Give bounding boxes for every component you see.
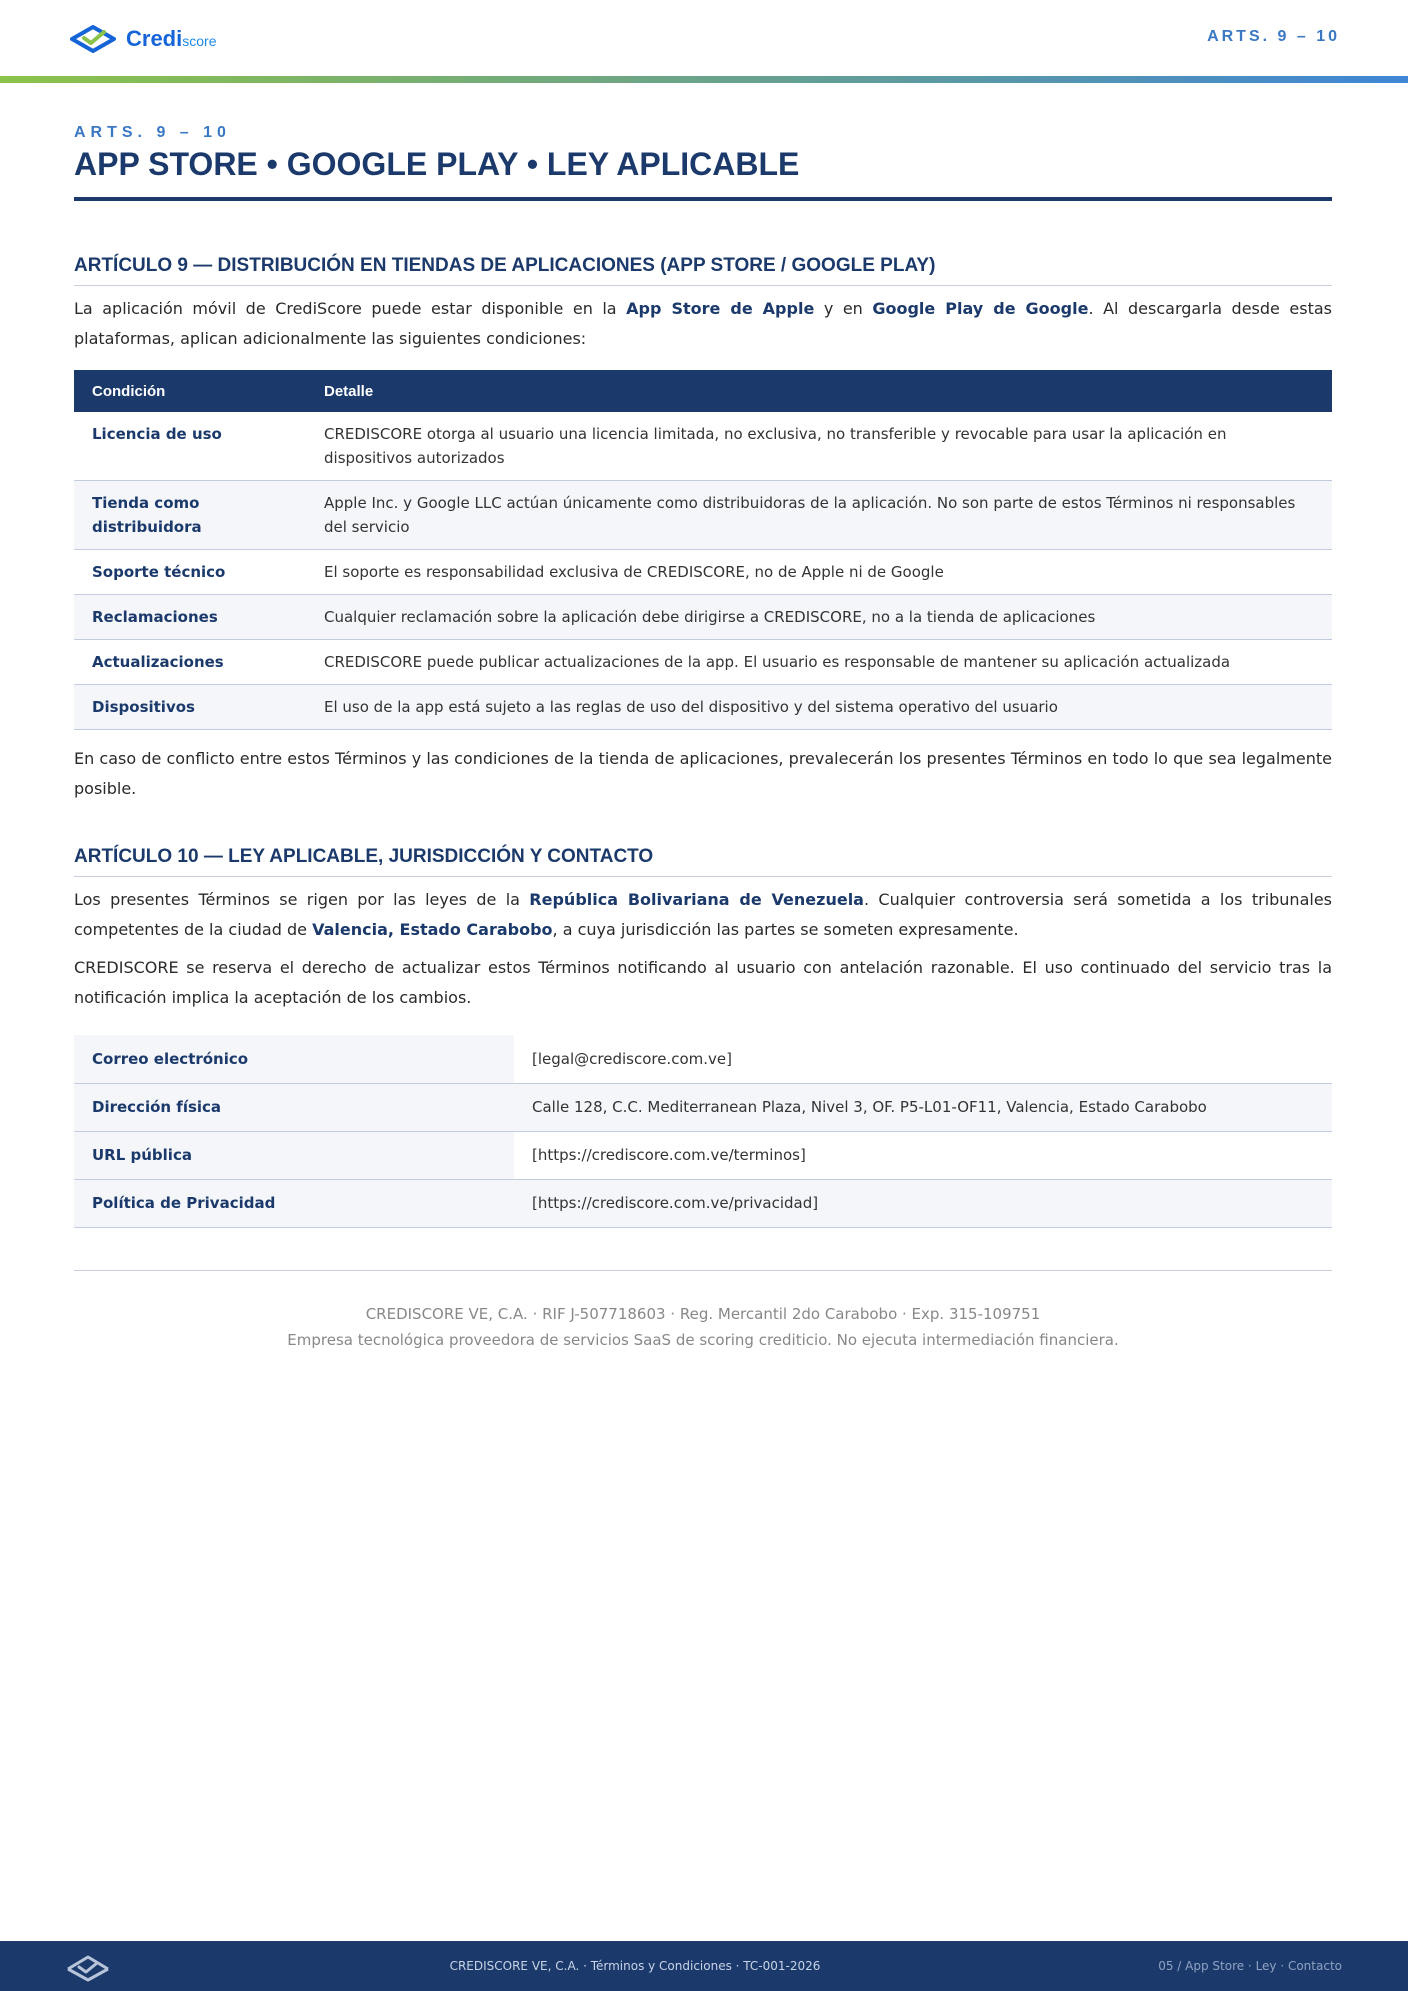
article-9-intro: La aplicación móvil de CrediScore puede estar disponible en la App Store de Apple y en Google Play de Google. Al descargarla desde estas plataformas, aplican adicionalmente las siguientes condiciones: [74, 299, 1333, 348]
valencia-highlight: Valencia, Estado Carabobo [312, 920, 553, 939]
company-legal-info [74, 1301, 1332, 1353]
contact-row-privacy [74, 1179, 1332, 1227]
contact-row-email [74, 1035, 1332, 1083]
top-header [0, 0, 1408, 78]
table-row [74, 412, 1332, 481]
article-9-title: ARTÍCULO 9 — DISTRIBUCIÓN EN TIENDAS DE APLICACIONES (APP STORE / GOOGLE PLAY) [74, 255, 1332, 286]
article-10-updates-paragraph: CREDISCORE se reserva el derecho de actualizar estos Términos notificando al usuario con antelación razonable. El uso continuado del servicio tras la notificación implica la aceptación de los cambios. [74, 958, 1332, 1007]
contact-row-url [74, 1131, 1332, 1179]
condition-name: Actualizaciones [74, 640, 306, 685]
contact-label: Correo electrónico [74, 1035, 514, 1083]
crediscore-logo[interactable] [68, 22, 216, 56]
logo-wordmark: Crediscore [126, 26, 217, 51]
condition-detail: CREDISCORE otorga al usuario una licencia limitada, no exclusiva, no transferible y revocable para usar la aplicación en dispositivos autorizados [306, 412, 1332, 481]
legal-line-description: Empresa tecnológica proveedora de servicios SaaS de scoring crediticio. No ejecuta intermediación financiera. [287, 1330, 1119, 1349]
page-kicker: ARTS. 9 – 10 [74, 124, 231, 141]
condition-name: Dispositivos [74, 685, 306, 730]
condition-detail: Cualquier reclamación sobre la aplicación debe dirigirse a CREDISCORE, no a la tienda de aplicaciones [306, 595, 1332, 640]
address-value: Calle 128, C.C. Mediterranean Plaza, Nivel 3, OF. P5-L01-OF11, Valencia, Estado Carabobo [514, 1083, 1332, 1131]
column-header-condicion: Condición [74, 370, 306, 412]
privacy-url-link[interactable]: [https://crediscore.com.ve/privacidad] [514, 1179, 1332, 1227]
contact-table [74, 1035, 1332, 1228]
table-row [74, 595, 1332, 640]
condition-name: Tienda como distribuidora [74, 481, 306, 550]
venezuela-highlight: República Bolivariana de Venezuela [529, 890, 864, 909]
main-content [74, 124, 1332, 1353]
condition-name: Reclamaciones [74, 595, 306, 640]
app-store-highlight: App Store de Apple [626, 299, 815, 318]
page-title: APP STORE • GOOGLE PLAY • LEY APLICABLE [74, 146, 1332, 201]
contact-label: Dirección física [74, 1083, 514, 1131]
header-gradient-divider [0, 76, 1408, 83]
contact-label: URL pública [74, 1131, 514, 1179]
contact-row-address [74, 1083, 1332, 1131]
terms-url-link[interactable]: [https://crediscore.com.ve/terminos] [514, 1131, 1332, 1179]
page-footer [0, 1941, 1408, 1991]
condition-detail: Apple Inc. y Google LLC actúan únicamente como distribuidoras de la aplicación. No son parte de estos Términos ni responsables del servicio [306, 481, 1332, 550]
table-header-row [74, 370, 1332, 412]
table-row [74, 685, 1332, 730]
condition-detail: CREDISCORE puede publicar actualizaciones de la app. El usuario es responsable de mantener su aplicación actualizada [306, 640, 1332, 685]
crediscore-logo-icon [68, 22, 118, 56]
footer-document-id: CREDISCORE VE, C.A. · Términos y Condiciones · TC-001-2026 [449, 1959, 821, 1973]
section-tag: ARTS. 9 – 10 [1207, 28, 1340, 45]
condition-name: Licencia de uso [74, 412, 306, 481]
conditions-table [74, 370, 1332, 730]
footer-page-label: 05 / App Store · Ley · Contacto [1158, 1959, 1342, 1973]
table-row [74, 550, 1332, 595]
column-header-detalle: Detalle [306, 370, 1332, 412]
table-row [74, 640, 1332, 685]
condition-detail: El soporte es responsabilidad exclusiva de CREDISCORE, no de Apple ni de Google [306, 550, 1332, 595]
condition-detail: El uso de la app está sujeto a las reglas de uso del dispositivo y del sistema operativo del usuario [306, 685, 1332, 730]
email-link[interactable]: [legal@crediscore.com.ve] [514, 1035, 1332, 1083]
article-10-title: ARTÍCULO 10 — LEY APLICABLE, JURISDICCIÓN Y CONTACTO [74, 846, 1332, 877]
article-10-law-paragraph: Los presentes Términos se rigen por las leyes de la República Bolivariana de Venezuela. Cualquier controversia será sometida a los tribunales competentes de la ciudad de Valencia, Estado Carabobo, a cuya jurisdicción las partes se someten expresamente. [74, 890, 1333, 939]
article-9-conflict-clause: En caso de conflicto entre estos Términos y las condiciones de la tienda de aplicaciones, prevalecerán los presentes Términos en todo lo que sea legalmente posible. [74, 749, 1332, 798]
contact-label: Política de Privacidad [74, 1179, 514, 1227]
condition-name: Soporte técnico [74, 550, 306, 595]
table-row [74, 481, 1332, 550]
content-divider [74, 1270, 1332, 1271]
google-play-highlight: Google Play de Google [872, 299, 1089, 318]
legal-line-registration: CREDISCORE VE, C.A. · RIF J-507718603 · Reg. Mercantil 2do Carabobo · Exp. 315-109751 [365, 1304, 1041, 1323]
